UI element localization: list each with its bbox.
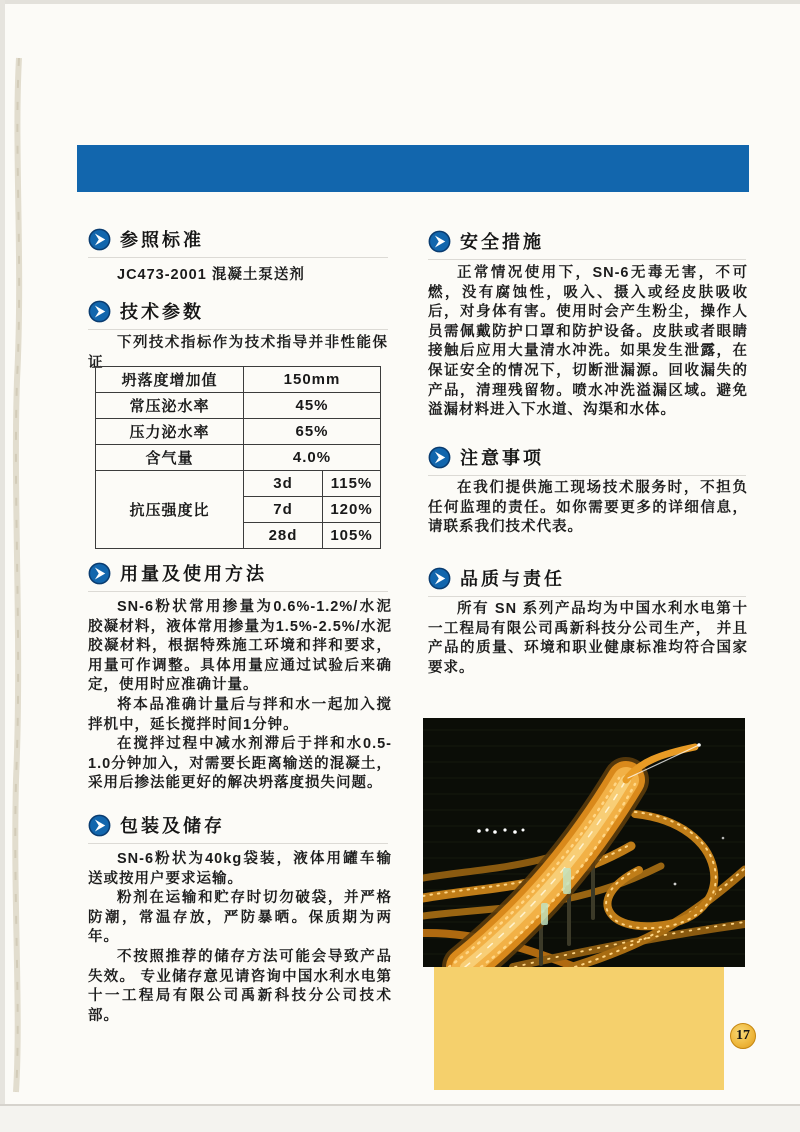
divider: [88, 329, 388, 330]
table-row: [96, 393, 381, 419]
table-row: [96, 367, 381, 393]
divider: [88, 257, 388, 258]
chevron-right-icon: [88, 814, 111, 837]
table-cell: 115%: [323, 471, 381, 497]
highway-interchange-photo: [423, 718, 745, 967]
page-edge-bottom: [0, 1104, 800, 1132]
paragraph: 在搅拌过程中减水剂滞后于拌和水0.5-1.0分钟加入，对需要长距离输送的混凝土，采用后掺法能更好的解决坍落度损失问题。: [88, 736, 392, 792]
table-cell: 45%: [244, 393, 381, 419]
table-row: [96, 445, 381, 471]
yellow-footer-block: [434, 967, 724, 1090]
table-row: [96, 471, 381, 497]
table-cell: 常压泌水率: [96, 393, 244, 419]
section-header-safety: [428, 228, 544, 254]
reference-body: [88, 266, 388, 286]
safety-body: [428, 264, 748, 421]
section-title: 包装及储存: [120, 816, 225, 836]
page-edge-top: [0, 0, 800, 4]
page-number: 17: [736, 1028, 750, 1043]
table-cell: 4.0%: [244, 445, 381, 471]
paragraph: SN-6粉状为40kg袋装，液体用罐车输送或按用户要求运输。: [88, 851, 392, 887]
section-title: 注意事项: [460, 448, 544, 468]
paragraph: 正常情况使用下，SN-6无毒无害，不可燃，没有腐蚀性，吸入、摄入或经皮肤吸收后，对身体有害。使用时会产生粉尘，操作人员需佩戴防护口罩和防护设备。皮肤或者眼睛接触后应用大量清水冲洗。如果发生泄露，在保证安全的情况下，切断泄漏源。回收漏失的产品，清理残留物。喷水冲洗溢漏区域。避免溢漏材料进入下水道、沟渠和水体。: [428, 265, 748, 419]
divider: [428, 475, 746, 476]
page-edge-left: [0, 0, 5, 1130]
section-title: 用量及使用方法: [120, 564, 267, 584]
paragraph: JC473-2001 混凝土泵送剂: [117, 267, 305, 283]
section-title: 参照标准: [120, 230, 204, 250]
paragraph: 下列技术指标作为技术指导并非性能保证: [88, 335, 388, 371]
section-header-packaging: [88, 812, 225, 838]
table-cell: 150mm: [244, 367, 381, 393]
table-cell: 3d: [244, 471, 323, 497]
table-cell: 120%: [323, 497, 381, 523]
table-cell: 28d: [244, 523, 323, 549]
quality-body: [428, 600, 748, 678]
divider: [428, 596, 746, 597]
chevron-right-icon: [88, 562, 111, 585]
paragraph: 将本品准确计量后与拌和水一起加入搅拌机中，延长搅拌时间1分钟。: [88, 696, 392, 733]
divider: [428, 259, 746, 260]
table-cell: 7d: [244, 497, 323, 523]
table-cell: 65%: [244, 419, 381, 445]
paragraph: 所有 SN 系列产品均为中国水利水电第十一工程局有限公司禹新科技分公司生产， 并且产品的质量、环境和职业健康标准均符合国家要求。: [428, 601, 748, 676]
chevron-right-icon: [428, 230, 451, 253]
section-title: 安全措施: [460, 232, 544, 252]
table-cell: 含气量: [96, 445, 244, 471]
page-number-badge: [730, 1023, 756, 1049]
chevron-right-icon: [88, 300, 111, 323]
paragraph: 粉剂在运输和贮存时切勿破袋，并严格防潮，常温存放，严防暴晒。保质期为两年。: [88, 890, 392, 946]
section-header-reference: [88, 226, 204, 252]
tech-table: [95, 366, 381, 549]
paragraph: 在我们提供施工现场技术服务时，不担负任何监理的责任。如你需要更多的详细信息，请联系我们技术代表。: [428, 480, 748, 536]
section-title: 技术参数: [120, 302, 204, 322]
divider: [88, 591, 388, 592]
usage-body: [88, 598, 392, 794]
packaging-body: [88, 850, 392, 1026]
table-cell: 压力泌水率: [96, 419, 244, 445]
table-cell: 坍落度增加值: [96, 367, 244, 393]
header-band: [77, 145, 749, 192]
section-header-quality: [428, 565, 565, 591]
section-header-tech: [88, 298, 204, 324]
chevron-right-icon: [88, 228, 111, 251]
paragraph: 不按照推荐的储存方法可能会导致产品失效。 专业储存意见请咨询中国水利水电第十一工程局有限公司禹新科技分公司技术部。: [88, 948, 392, 1024]
chevron-right-icon: [428, 446, 451, 469]
table-cell: 105%: [323, 523, 381, 549]
section-title: 品质与责任: [460, 569, 565, 589]
section-header-notes: [428, 444, 544, 470]
section-header-usage: [88, 560, 267, 586]
chevron-right-icon: [428, 567, 451, 590]
divider: [88, 843, 388, 844]
paper-crease: [0, 0, 44, 1130]
table-row: [96, 419, 381, 445]
notes-body: [428, 479, 748, 538]
paragraph: SN-6粉状常用掺量为0.6%-1.2%/水泥胶凝材料，液体常用掺量为1.5%-2.5%/水泥胶凝材料，根据特殊施工环境和拌和要求，用量可作调整。具体用量应通过试验后来确定，使用时应准确计量。: [88, 599, 392, 694]
table-cell: 抗压强度比: [96, 471, 244, 549]
